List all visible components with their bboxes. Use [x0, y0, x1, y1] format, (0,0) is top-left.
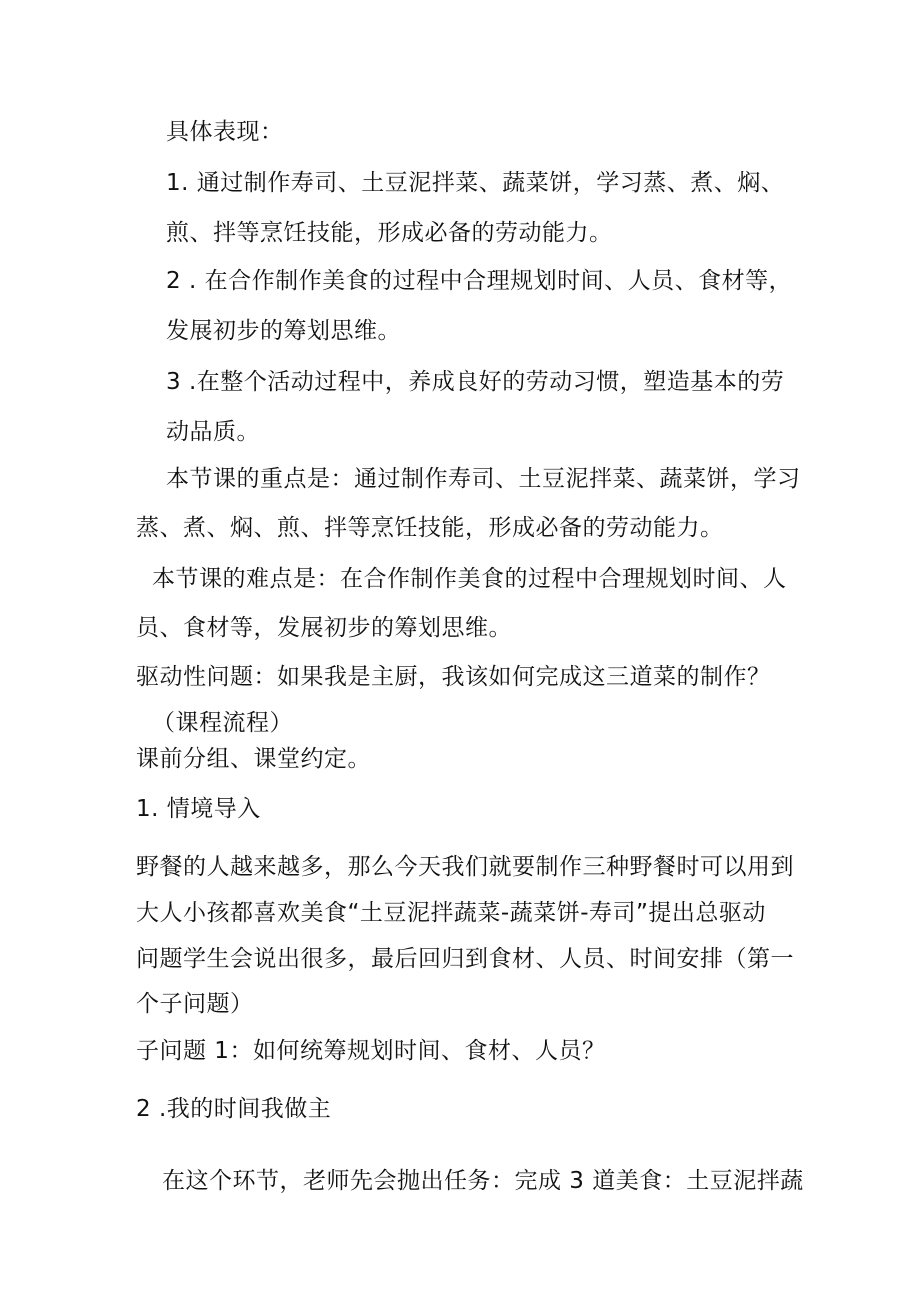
text-line-pre-class: 课前分组、课堂约定。: [136, 746, 371, 772]
text-line-task-intro: 在这个环节，老师先会抛出任务：完成 3 道美食：土豆泥拌蔬: [162, 1168, 804, 1194]
text-line-section-1: 1. 情境导入: [136, 796, 261, 822]
text-line-course-flow: （课程流程）: [152, 710, 293, 736]
text-line-sub-question-1: 子问题 1：如何统筹规划时间、食材、人员？: [136, 1038, 606, 1064]
text-line-section-2: 2 .我的时间我做主: [136, 1096, 332, 1122]
text-line-goal-2b: 发展初步的筹划思维。: [166, 318, 401, 344]
text-line-intro-c: 问题学生会说出很多，最后回归到食材、人员、时间安排（第一: [136, 946, 794, 972]
text-line-difficulty-b: 员、食材等，发展初步的筹划思维。: [136, 615, 512, 641]
text-line-goal-3a: 3 .在整个活动过程中，养成良好的劳动习惯，塑造基本的劳: [166, 369, 785, 395]
text-line-key-point-b: 蒸、煮、焖、煎、拌等烹饪技能，形成必备的劳动能力。: [136, 515, 724, 541]
text-line-goal-1b: 煎、拌等烹饪技能，形成必备的劳动能力。: [166, 220, 613, 246]
text-line-goal-1a: 1. 通过制作寿司、土豆泥拌菜、蔬菜饼，学习蒸、煮、焖、: [166, 170, 785, 196]
text-line-key-point-a: 本节课的重点是：通过制作寿司、土豆泥拌菜、蔬菜饼，学习: [166, 466, 801, 492]
text-line-driving-question: 驱动性问题：如果我是主厨，我该如何完成这三道菜的制作？: [136, 664, 771, 690]
text-line-intro-b: 大人小孩都喜欢美食“土豆泥拌蔬菜-蔬菜饼-寿司”提出总驱动: [136, 900, 766, 926]
text-line-difficulty-a: 本节课的难点是：在合作制作美食的过程中合理规划时间、人: [152, 566, 787, 592]
text-line-goal-3b: 动品质。: [166, 419, 260, 445]
text-line-intro-a: 野餐的人越来越多，那么今天我们就要制作三种野餐时可以用到: [136, 854, 794, 880]
text-line-intro-d: 个子问题）: [136, 991, 254, 1017]
text-line-goal-2a: 2 . 在合作制作美食的过程中合理规划时间、人员、食材等，: [166, 268, 793, 294]
text-line-performance-heading: 具体表现：: [166, 119, 284, 145]
